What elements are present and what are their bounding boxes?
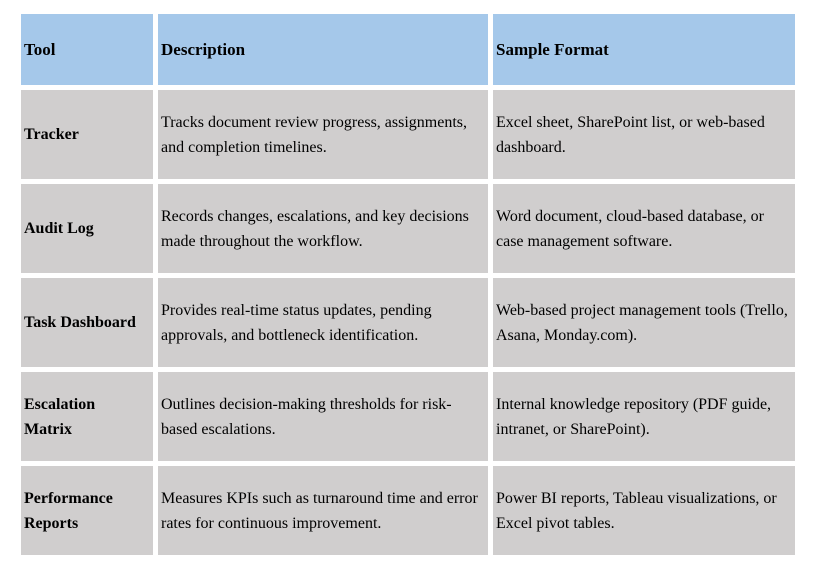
description-text: Outlines decision-making thresholds for risk-based escalations. [161,395,452,438]
tool-name-cell [21,184,153,273]
description-text: Tracks document review progress, assignments, and completion timelines. [161,113,468,156]
header-cell-tool [21,14,153,85]
sample-format-text: Internal knowledge repository (PDF guide, intranet, or SharePoint). [496,395,772,438]
description-cell [158,90,488,179]
header-label-tool: Tool [24,40,56,59]
tool-name-cell [21,278,153,367]
sample-format-cell [493,90,795,179]
sample-format-text: Power BI reports, Tableau visualizations, or Excel pivot tables. [496,489,777,532]
description-text: Provides real-time status updates, pending approvals, and bottleneck identification. [161,301,432,344]
header-label-sample-format: Sample Format [496,40,609,59]
sample-format-text: Excel sheet, SharePoint list, or web-based dashboard. [496,113,765,156]
tool-name: Escalation Matrix [24,395,96,438]
tool-name: Task Dashboard [24,314,136,331]
sample-format-cell [493,278,795,367]
sample-format-cell [493,372,795,461]
header-cell-description [158,14,488,85]
description-text: Records changes, escalations, and key decisions made throughout the workflow. [161,207,469,250]
description-text: Measures KPIs such as turnaround time and error rates for continuous improvement. [161,489,478,532]
description-cell [158,466,488,555]
header-label-description: Description [161,40,246,59]
tool-name: Audit Log [24,220,94,237]
tool-name: Tracker [24,126,79,143]
sample-format-cell [493,184,795,273]
description-cell [158,184,488,273]
sample-format-cell [493,466,795,555]
tool-name-cell [21,90,153,179]
tool-name-cell [21,466,153,555]
header-cell-sample-format [493,14,795,85]
description-cell [158,278,488,367]
tool-name-cell [21,372,153,461]
sample-format-text: Word document, cloud-based database, or case management software. [496,207,764,250]
tool-name: Performance Reports [24,489,113,532]
tools-table [21,14,795,555]
sample-format-text: Web-based project management tools (Trello, Asana, Monday.com). [496,301,788,344]
description-cell [158,372,488,461]
